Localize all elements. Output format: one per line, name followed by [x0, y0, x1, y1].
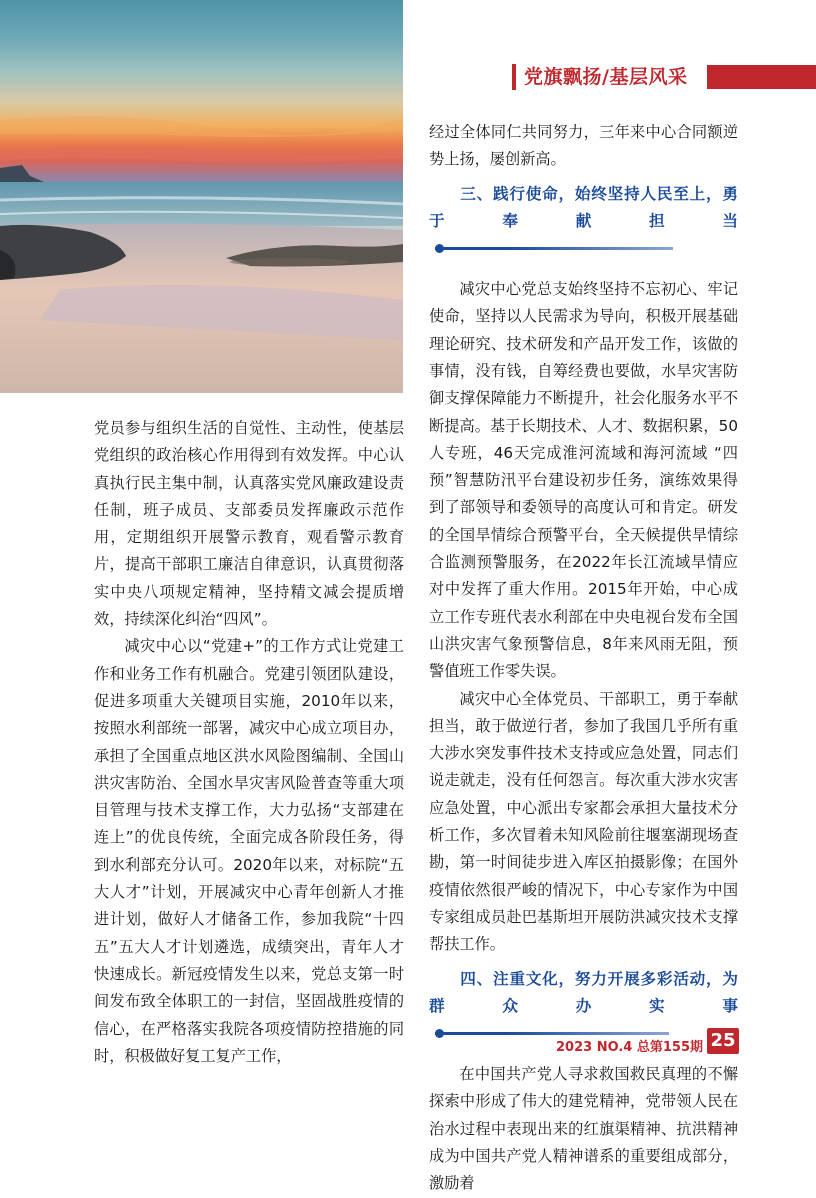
paragraph: 党员参与组织生活的自觉性、主动性，使基层党组织的政治核心作用得到有效发挥。中心认真执行民主集中制，认真落实党风廉政建设责任制，班子成员、支部委员发挥廉政示范作用，定期组织开展警示教育，观看警示教育片，提高干部职工廉洁自律意识，认真贯彻落实中央八项规定精神，坚持精文减会提质增效，持续深化纠治“四风”。 [94, 419, 404, 629]
photo-illustration [0, 0, 403, 393]
header-accent-line [512, 64, 516, 90]
column-title: 党旗飘扬/基层风采 [524, 66, 688, 88]
page-number: 25 [707, 1028, 739, 1054]
beach-sunset-photo [0, 0, 403, 393]
paragraph: 在中国共产党人寻求救国救民真理的不懈探索中形成了伟大的建党精神，党带领人民在治水过程中表现出来的红旗渠精神、抗洪精神成为中国共产党人精神谱系的重要组成部分，激励着 [429, 1065, 738, 1193]
paragraph: 经过全体同仁共同努力，三年来中心合同额逆势上扬，屡创新高。 [429, 123, 738, 169]
left-text-column [94, 415, 404, 1070]
paragraph: 减灾中心以“党建+”的工作方式让党建工作和业务工作有机融合。党建引领团队建设，促进多项重大关键项目实施，2010年以来，按照水利部统一部署，减灾中心成立项目办，承担了全国重点地区洪水风险图编制、全国山洪灾害防治、全国水旱灾害风险普查等重大项目管理与技术支撑工作，大力弘扬“支部建在连上”的优良传统，全面完成各阶段任务，得到水利部充分认可。2020年以来，对标院“五大人才”计划，开展减灾中心青年创新人才推进计划，做好人才储备工作，参加我院“十四五”五大人才计划遴选，成绩突出，青年人才快速成长。新冠疫情发生以来，党总支第一时间发布致全体职工的一封信，坚固战胜疫情的信心，在严格落实我院各项疫情防控措施的同时，积极做好复工复产工作， [94, 637, 404, 1065]
heading-decoration-line [435, 1032, 669, 1035]
section-heading-text: 四、注重文化，努力开展多彩活动，为群众办实事 [429, 969, 738, 1016]
section-heading-text: 三、践行使命，始终坚持人民至上，勇于奉献担当 [429, 184, 738, 231]
issue-info: 2023 NO.4 总第155期 [556, 1040, 703, 1055]
heading-decoration-dot [435, 1029, 444, 1038]
paragraph: 减灾中心全体党员、干部职工，勇于奉献担当，敢于做逆行者，参加了我国几乎所有重大涉水突发事件技术支持或应急处置，同志们说走就走，没有任何怨言。每次重大涉水灾害应急处置，中心派出专家都会承担大量技术分析工作，多次冒着未知风险前往堰塞湖现场查勘，第一时间徒步进入库区拍摄影像；在国外疫情依然很严峻的情况下，中心专家作为中国专家组成员赴巴基斯坦开展防洪减灾技术支撑帮扶工作。 [429, 689, 738, 954]
section-heading [429, 181, 738, 264]
heading-decoration-line [435, 247, 673, 250]
heading-decoration-dot [435, 244, 444, 253]
paragraph: 减灾中心党总支始终坚持不忘初心、牢记使命，坚持以人民需求为导向，积极开展基础理论研究、技术研发和产品开发工作，该做的事情，没有钱，自筹经费也要做，水旱灾害防御支撑保障能力不断提升，社会化服务水平不断提高。基于长期技术、人才、数据积累，50人专班，46天完成淮河流域和海河流域 “四预”智慧防汛平台建设初步任务，演练效果得到了部领导和委领导的高度认可和肯定。研发的全国旱情综合预警平台，全天候提供旱情综合监测预警服务，在2022年长江流域旱情应对中发挥了重大作用。2015年开始，中心成立工作专班代表水利部在中央电视台发布全国山洪灾害气象预警信息，8年来风雨无阻，预警值班工作零失误。 [429, 280, 738, 681]
section-heading [429, 966, 738, 1049]
right-text-column [429, 119, 738, 1198]
header-accent-bar [707, 65, 816, 89]
